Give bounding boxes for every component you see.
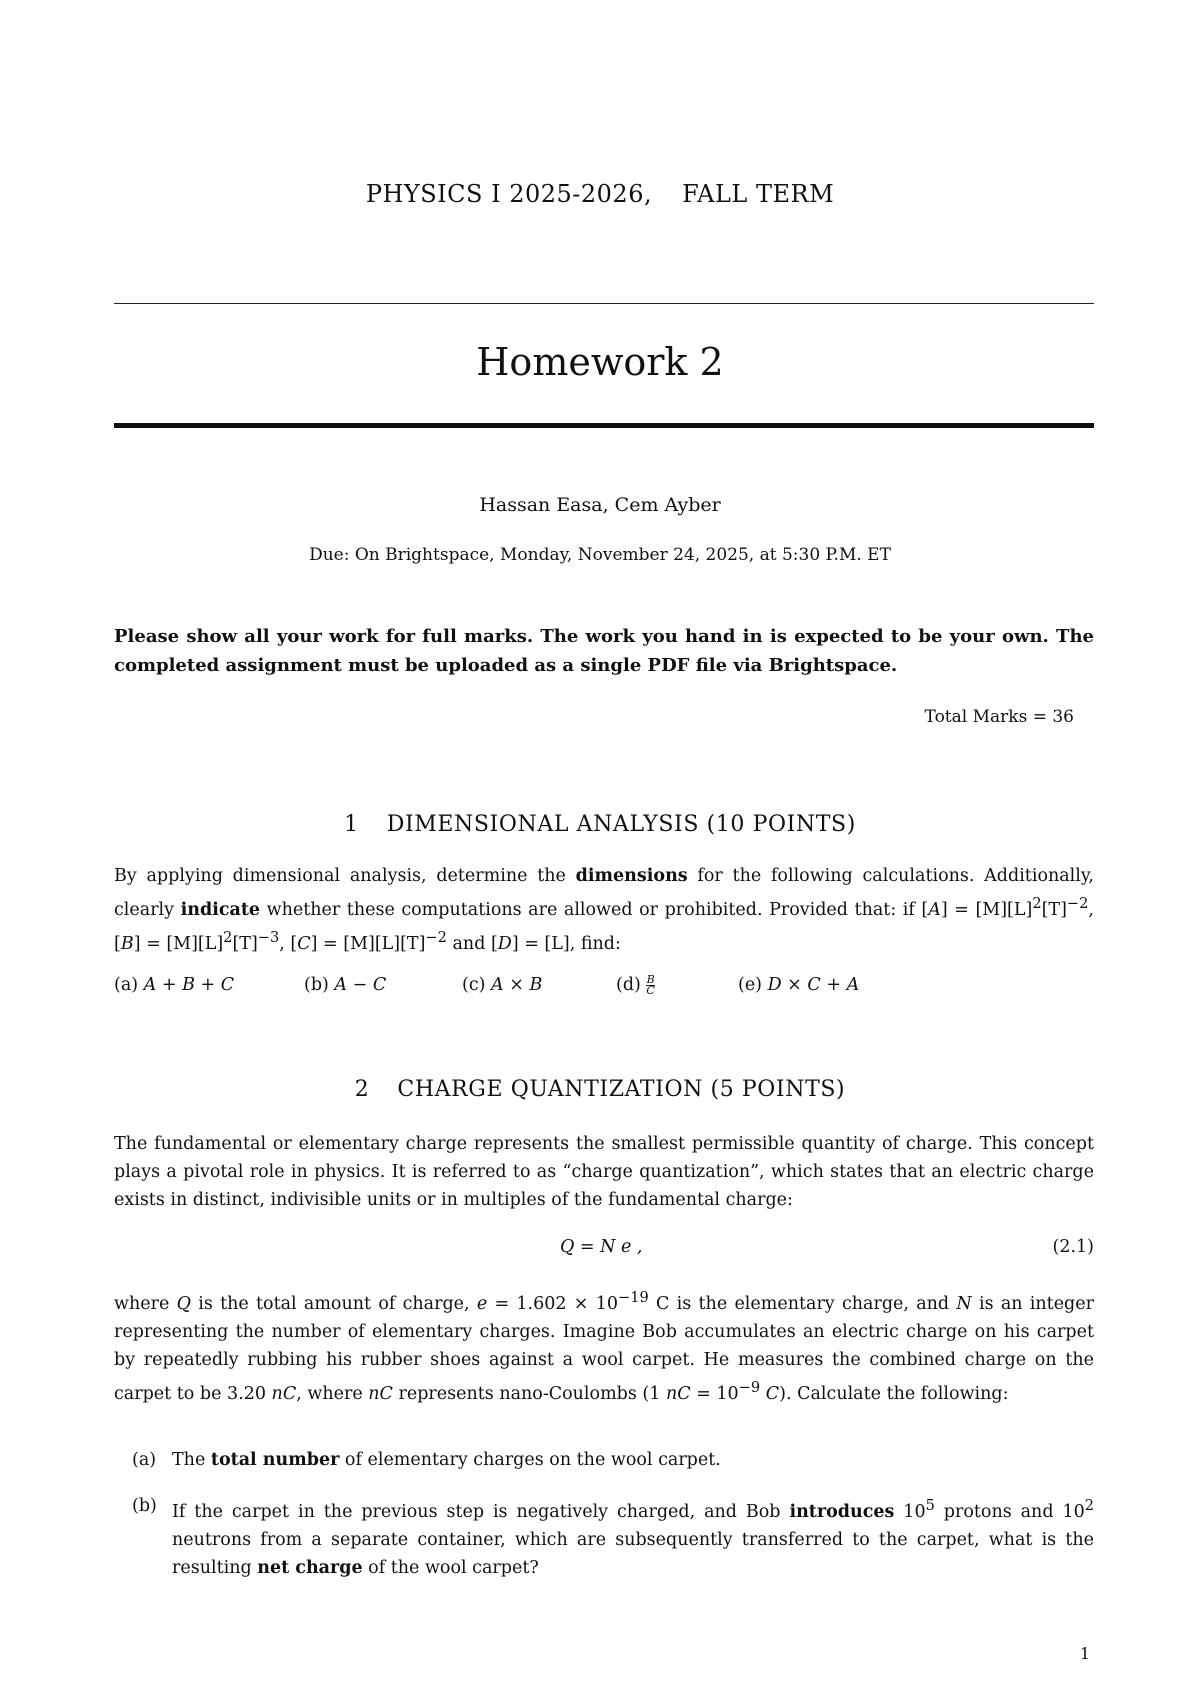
top-rule xyxy=(114,303,1094,304)
section-2-text: where Q is the total amount of charge, $e = 1.602 \times 10^{-19}$ C is the elementary charge, and N is an integer representing the number of elementary charges. Imagine Bob accumulates an electric charge on his carpet by repeatedly rubbing his rubber shoes against a wool carpet. He measures the combined charge on the carpet to be 3.20 nC, where nC represents nano-Coulombs (1 nC = $10^{-9}$ C). Calculate the following: xyxy=(114,1289,1094,1404)
section-number: 2 xyxy=(354,1077,370,1102)
instructions: Please show all your work for full marks. The work you hand in is expected to be your own. The completed assignment must be uploaded as a single PDF file via Brightspace. xyxy=(114,626,1094,676)
title-rule xyxy=(114,423,1094,428)
course-name: PHYSICS I 2025-2026, xyxy=(365,180,653,208)
section-title: CHARGE QUANTIZATION (5 POINTS) xyxy=(397,1077,846,1102)
authors: Hassan Easa, Cem Ayber xyxy=(479,494,721,516)
page-title: Homework 2 xyxy=(476,340,724,384)
section-number: 1 xyxy=(344,812,359,837)
section-1-text: By applying dimensional analysis, determine the dimensions for the following calculations. Additionally, clearly indicate whether these computations are allowed or prohibited. Provided that: if $[A] = [M][L]^2[T]^{-2}$, $[B] = [M][L]^2[T]^{-3}$, $[C] = [M][L][T]^{-2}$ and [D] = [L], find: xyxy=(114,866,1094,954)
section-title: DIMENSIONAL ANALYSIS (10 POINTS) xyxy=(386,812,856,837)
due-date: Due: On Brightspace, Monday, November 24, 2025, at 5:30 P.M. ET xyxy=(309,545,891,565)
term-name: FALL TERM xyxy=(682,180,835,208)
item-text: The total number of elementary charges on the wool carpet. xyxy=(172,1450,721,1470)
course-header xyxy=(0,180,1200,208)
section-1-heading xyxy=(0,812,1200,837)
part-a: (a) A + B + C xyxy=(114,975,235,995)
part-b: (b) A − C xyxy=(304,975,387,995)
part-d: $(d) \frac{B}{C}$ xyxy=(616,973,655,997)
item-label: (a) xyxy=(132,1450,157,1470)
section-2-heading xyxy=(0,1077,1200,1102)
part-c: (c) A × B xyxy=(462,975,543,995)
item-label: (b) xyxy=(132,1496,157,1516)
section-2-intro: The fundamental or elementary charge represents the smallest permissible quantity of charge. This concept plays a pivotal role in physics. It is referred to as “charge quantization”, which states that an electric charge exists in distinct, indivisible units or in multiples of the fundamental charge: xyxy=(114,1134,1094,1210)
part-e: (e) D × C + A xyxy=(738,975,860,995)
total-marks: Total Marks = 36 xyxy=(924,707,1074,727)
equation-number: (2.1) xyxy=(1052,1237,1094,1257)
page-number: 1 xyxy=(1079,1644,1090,1663)
item-text: If the carpet in the previous step is negatively charged, and Bob introduces $10^5$ protons and $10^2$ neutrons from a separate container, which are subsequently transferred to the carpet, what is the resulting net charge of the wool carpet? xyxy=(172,1497,1094,1578)
equation: Q = N e , xyxy=(560,1237,643,1257)
